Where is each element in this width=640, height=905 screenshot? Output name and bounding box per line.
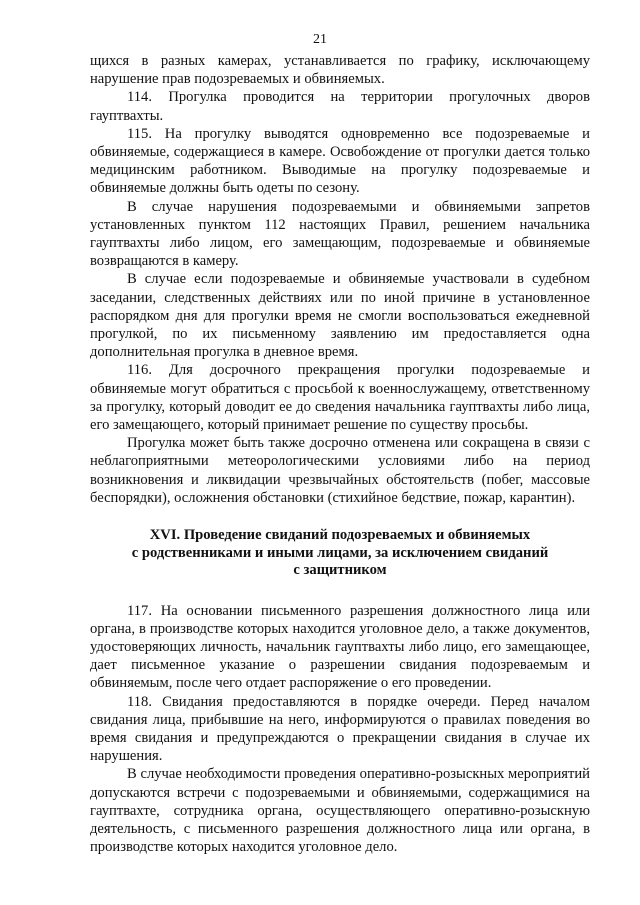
paragraph-114: 114. Прогулка проводится на территории прогулочных дворов гауптвахты.: [90, 89, 590, 124]
paragraph-115-additional-walk: В случае если подозреваемые и обвиняемые участвовали в судебном заседании, следственных действиях или по иной причине в установленное распорядком дня для прогулки время не смогли воспользоваться ежедневной прогулкой, по их письменному заявлению им предоставляется одна дополнительная прогулка в дневное время.: [90, 271, 590, 361]
document-body: [90, 52, 590, 856]
page-number: 21: [313, 32, 327, 47]
paragraph-117: 117. На основании письменного разрешения должностного лица или органа, в производстве которых находится уголовное дело, а также документов, удостоверяющих личность, начальник гауптвахты либо лицо, его замещающее, дает письменное указание о разрешении свидания подозреваемым и обвиняемым, после чего отдает распоряжение о его проведении.: [90, 602, 590, 692]
paragraph-continuation: щихся в разных камерах, устанавливается по графику, исключающему нарушение прав подозреваемых и обвиняемых.: [90, 53, 590, 88]
section-heading-line-3: с защитником: [293, 562, 387, 579]
paragraph-115-violation: В случае нарушения подозреваемыми и обвиняемыми запретов установленных пунктом 112 настоящих Правил, решением начальника гауптвахты либо лицом, его замещающим, подозреваемые и обвиняемые возвращаются в камеру.: [90, 198, 590, 270]
section-heading-line-2: с родственниками и иными лицами, за исключением свиданий: [131, 544, 549, 561]
paragraph-116: 116. Для досрочного прекращения прогулки подозреваемые и обвиняемые могут обратиться с просьбой к военнослужащему, ответственному за прогулку, который доводит ее до сведения начальника гауптвахты либо лица, его замещающего, который принимает решение по существу просьбы.: [90, 362, 590, 434]
section-heading: [90, 527, 590, 580]
paragraph-116-cancellation: Прогулка может быть также досрочно отменена или сокращена в связи с неблагоприятными метеорологическими условиями либо на период возникновения и ликвидации чрезвычайных обстоятельств (побег, массовые беспорядки), осложнения обстановки (стихийное бедствие, пожар, карантин).: [90, 435, 590, 506]
paragraph-115: 115. На прогулку выводятся одновременно все подозреваемые и обвиняемые, содержащиеся в камере. Освобождение от прогулки дается только медицинским работником. Выводимые на прогулку подозреваемые и обвиняемые должны быть одеты по сезону.: [90, 125, 590, 197]
paragraph-118: 118. Свидания предоставляются в порядке очереди. Перед началом свидания лица, прибывшие на него, информируются о правилах поведения во время свидания и предупреждаются о прекращении свидания в случае их нарушения.: [90, 693, 590, 765]
paragraph-118-operative: В случае необходимости проведения оперативно-розыскных мероприятий допускаются встречи с подозреваемыми и обвиняемыми, содержащимися на гауптвахте, сотрудника органа, осуществляющего оперативно-розыскную деятельность, с письменного разрешения должностного лица или органа, в производстве которых находится уголовное дело.: [90, 766, 590, 856]
section-heading-line-1: XVI. Проведение свиданий подозреваемых и обвиняемых: [149, 527, 531, 544]
